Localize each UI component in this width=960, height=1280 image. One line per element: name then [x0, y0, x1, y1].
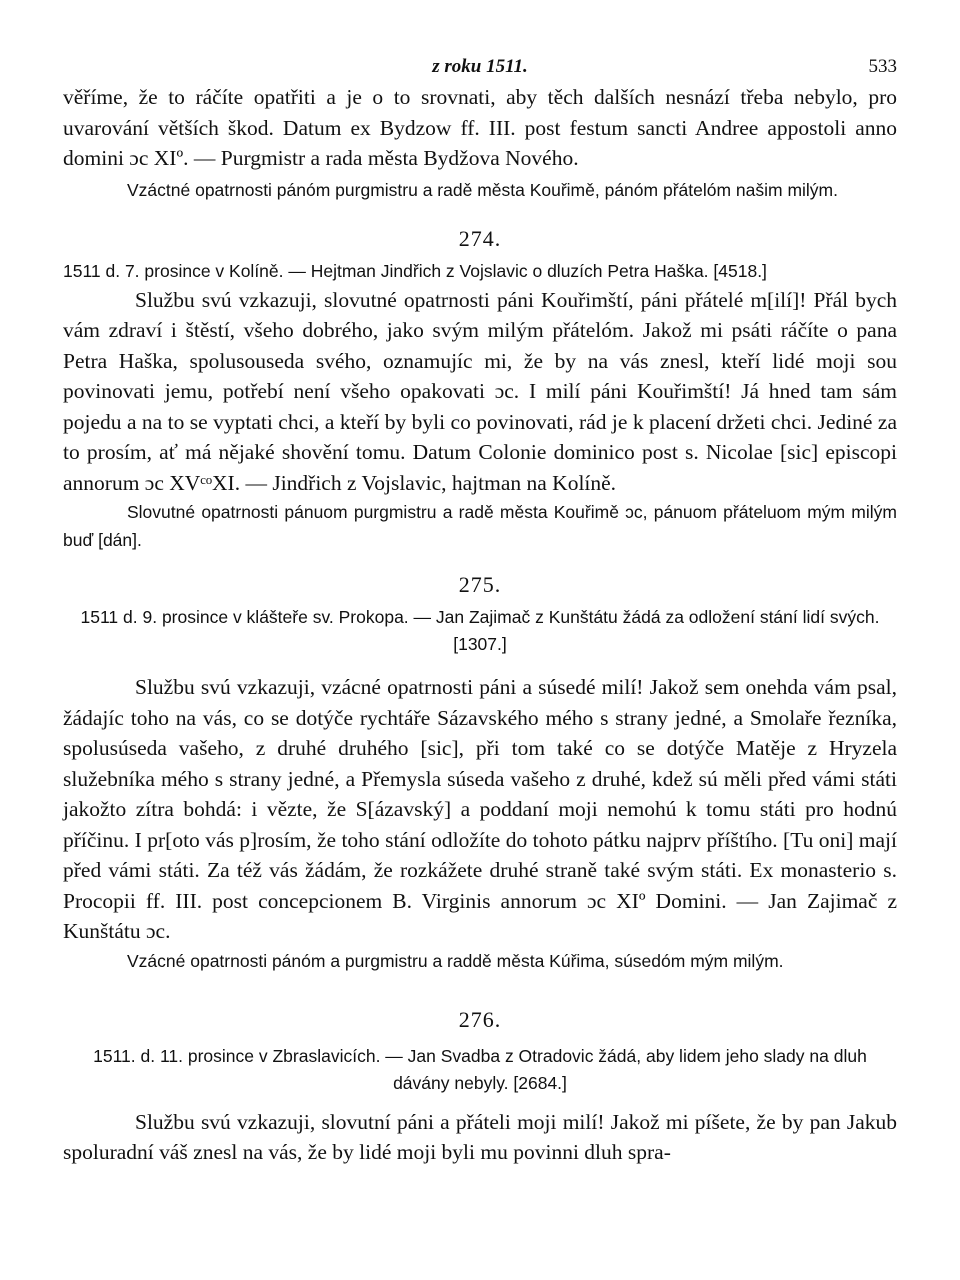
document-regest-276: 1511. d. 11. prosince v Zbraslavicích. — Jan Svadba z Otradovic žádá, aby lidem jeho slady na dluh dávány nebyly. [2684.] — [93, 1045, 867, 1093]
document-regest-275: 1511 d. 9. prosince v klášteře sv. Prokopa. — Jan Zajimač z Kunštátu žádá za odložení stání lidí svých. [1307.] — [80, 607, 880, 654]
document-text-275: Službu svú vzkazuji, vzácné opatrnosti páni a súsedé milí! Jakož sem onehda vám psal, žádajíc toho na vás, co se dotýče rychtáře Sázavského mého s strany jedné, a Smolaře řezníka, spolusúseda vašeho, z druhé druhého [sic], při tom také co se dotýče Matěje z Hryzela služebníka mého s strany jedné, a Přemysla súseda vašeho z druhé, kdež sú měli před vámi státi jakožto zítra bohdá: i vězte, že S[ázavský] a poddaní moji nemohú k tomu státi pro hodnú příčinu. I pr[oto vás p]rosím, že toho stání odložíte do tohoto pátku najprv příštího. [Tu oni] mají před vámi státi. Za též vás žádám, že rozkážete druhé straně také svým státi. Ex monasterio s. Procopii ff. III. post concepcionem B. Virginis annorum ɔc XIº Domini. — Jan Zajimač z Kunštátu ɔc. — [63, 675, 897, 943]
book-page — [63, 52, 897, 1168]
document-number-275: 275. — [458, 572, 502, 597]
document-text-276: Službu svú vzkazuji, slovutní páni a přáteli moji milí! Jakož mi píšete, že by pan Jakub spoluradní váš znesl na vás, že by lidé moji byli mu povinni dluh spra- — [63, 1109, 897, 1164]
continuation-text: věříme, že to ráčíte opatřiti a je o to srovnati, aby těch dalších nesnází třeba nebylo, pro uvarování větších škod. Datum ex Bydzow ff. III. post festum sancti Andree appostoli anno domini ɔc XIº. — Purgmistr a rada města Bydžova Nového. — [63, 85, 897, 170]
continuation-address: Vzáctné opatrnosti pánóm purgmistru a radě města Kouřimě, pánóm přátelóm našim milým. — [127, 179, 838, 200]
running-head — [63, 52, 897, 82]
document-number-274: 274. — [458, 225, 502, 251]
document-address-274: Slovutné opatrnosti pánuom purgmistru a radě města Kouřimě ɔc, pánuom přáteluom mým milým buď [dán]. — [63, 502, 897, 550]
document-address-275: Vzácné opatrnosti pánóm a purgmistru a raddě města Kúřima, súsedóm mým milým. — [127, 950, 784, 971]
document-text-274: Službu svú vzkazuji, slovutné opatrnosti páni Kouřimští, páni přátelé m[ilí]! Přál bych vám zdraví i štěstí, všeho dobrého, jako svým milým přátelóm. Jakož mi psáti ráčíte o pana Petra Haška, spolusouseda svého, oznamujíc mi, že by na vás znesl, kteří lidé moji sou povinovati jemu, potřebí není všeho opakovati ɔc. I milí páni Kouřimští! Já hned tam sám pojedu a na to se vyptati chci, a kteří by byli co povinovati, rád je k placení držeti chci. Jediné za to prosím, ať má nějaké shovění tomu. Datum Colonie dominico post s. Nicolae [sic] episcopi annorum ɔc XVᶜᵒXI. — Jindřich z Vojslavic, hajtman na Kolíně. — [63, 287, 897, 495]
document-number-276: 276. — [458, 1006, 502, 1032]
page-number: 533 — [868, 56, 897, 77]
running-title: z roku 1511. — [432, 56, 528, 77]
document-regest-274: 1511 d. 7. prosince v Kolíně. — Hejtman Jindřich z Vojslavic o dluzích Petra Haška. [4518.] — [63, 260, 767, 281]
